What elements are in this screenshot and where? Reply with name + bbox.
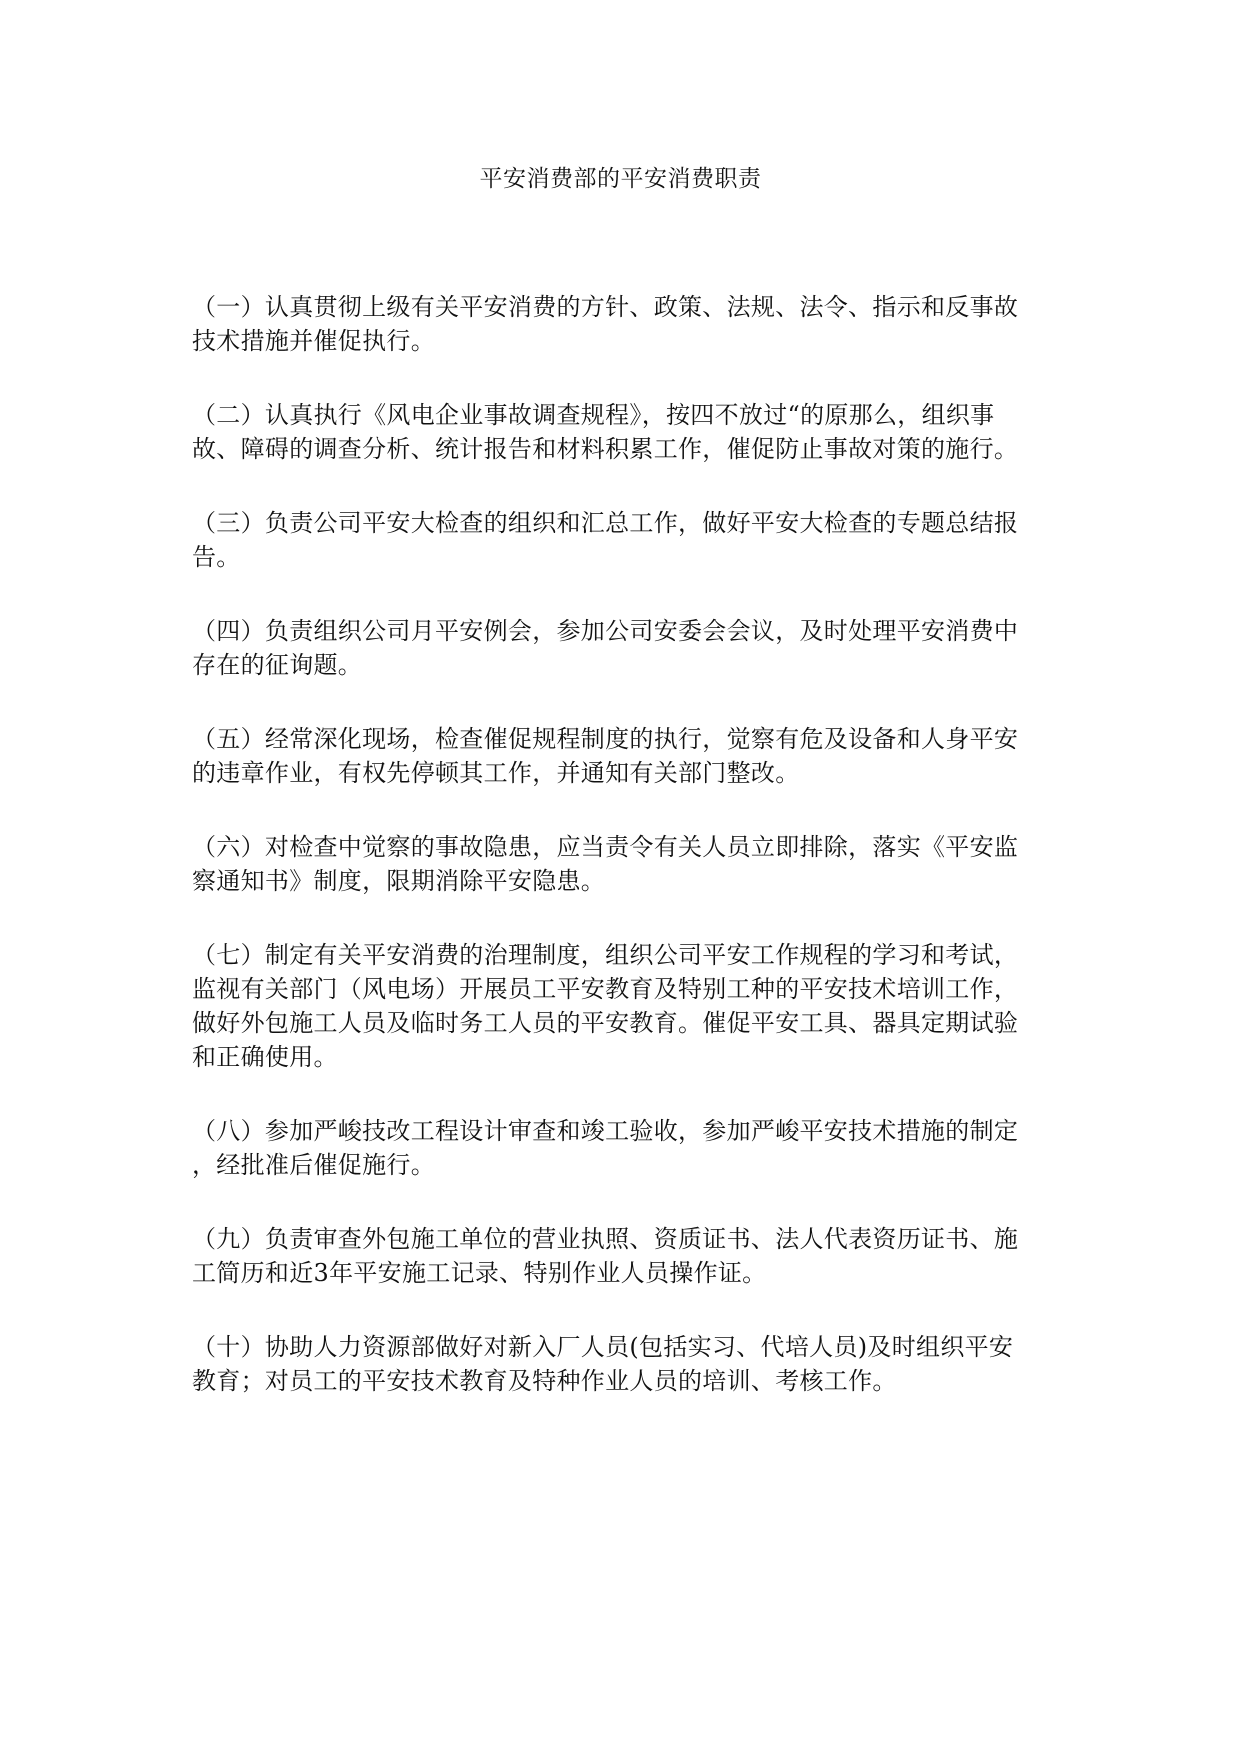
- paragraph: [192, 1222, 1052, 1290]
- paragraph-line: 做好外包施工人员及临时务工人员的平安教育。催促平安工具、器具定期试验: [192, 1009, 1019, 1037]
- paragraph-line: 和正确使用。: [192, 1043, 338, 1071]
- paragraph-line: 工简历和近3年平安施工记录、特别作业人员操作证。: [192, 1259, 767, 1287]
- paragraph-line: （九）负责审查外包施工单位的营业执照、资质证书、法人代表资历证书、施: [192, 1225, 1019, 1253]
- paragraph-line: 故、障碍的调查分析、统计报告和材料积累工作，催促防止事故对策的施行。: [192, 435, 1019, 463]
- paragraph: [192, 722, 1052, 790]
- paragraph-line: （六）对检查中觉察的事故隐患，应当责令有关人员立即排除，落实《平安监: [192, 833, 1019, 861]
- paragraph-line: （八）参加严峻技改工程设计审查和竣工验收，参加严峻平安技术措施的制定: [192, 1117, 1019, 1145]
- paragraph-line: 监视有关部门（风电场）开展员工平安教育及特别工种的平安技术培训工作，: [192, 975, 1019, 1003]
- paragraph-line: 告。: [192, 543, 241, 571]
- paragraph: [192, 614, 1052, 682]
- paragraph-line: （七）制定有关平安消费的治理制度，组织公司平安工作规程的学习和考试，: [192, 941, 1019, 969]
- document-title: 平安消费部的平安消费职责: [479, 166, 762, 192]
- paragraph-line: （二）认真执行《风电企业事故调查规程》，按四不放过“的原那么，组织事: [192, 401, 995, 429]
- paragraph: [192, 506, 1052, 574]
- paragraph-line: 教育；对员工的平安技术教育及特种作业人员的培训、考核工作。: [192, 1367, 897, 1395]
- paragraph: [192, 398, 1052, 466]
- paragraph-line: （一）认真贯彻上级有关平安消费的方针、政策、法规、法令、指示和反事故: [192, 293, 1019, 321]
- paragraph: [192, 1114, 1052, 1182]
- paragraph-line: 的违章作业，有权先停顿其工作，并通知有关部门整改。: [192, 759, 800, 787]
- paragraph-line: 技术措施并催促执行。: [192, 327, 435, 355]
- paragraph-line: 察通知书》制度，限期消除平安隐患。: [192, 867, 606, 895]
- paragraph-line: （五）经常深化现场，检查催促规程制度的执行，觉察有危及设备和人身平安: [192, 725, 1019, 753]
- paragraph-line: （十）协助人力资源部做好对新入厂人员(包括实习、代培人员)及时组织平安: [192, 1333, 1014, 1361]
- document-body: [192, 290, 1052, 1438]
- paragraph: [192, 830, 1052, 898]
- paragraph: [192, 1330, 1052, 1398]
- paragraph-line: （四）负责组织公司月平安例会，参加公司安委会会议，及时处理平安消费中: [192, 617, 1019, 645]
- paragraph: [192, 938, 1052, 1074]
- paragraph-line: 存在的征询题。: [192, 651, 363, 679]
- paragraph-line: （三）负责公司平安大检查的组织和汇总工作，做好平安大检查的专题总结报: [192, 509, 1019, 537]
- paragraph: [192, 290, 1052, 358]
- paragraph-line: ，经批准后催促施行。: [192, 1151, 435, 1179]
